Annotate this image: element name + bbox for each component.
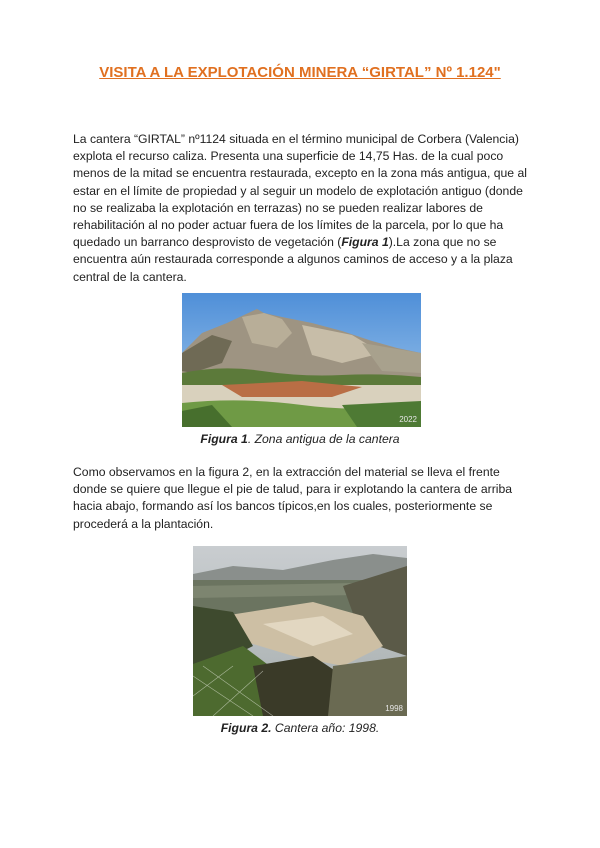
figure-1-caption-text: . Zona antigua de la cantera [247, 432, 400, 446]
intro-paragraph [73, 131, 533, 286]
figure-2-label: Figura 2. [220, 721, 272, 735]
quarry-1998-photo [193, 546, 407, 716]
photo-date-stamp: 1998 [385, 704, 403, 713]
photo-date-stamp: 2022 [399, 415, 417, 424]
extraction-paragraph: Como observamos en la figura 2, en la extracción del material se lleva el frente donde se quiere que llegue el pie de talud, para ir explotando la cantera de arriba hacia abajo, formando así los bancos típicos,en los cuales, posteriormente se procederá a la plantación. [73, 465, 513, 531]
intro-text-end: ).La zona que no se encuentra aún restaurada corresponde a algunos caminos de acceso y a la plaza central de la cantera. [73, 235, 513, 284]
figure-2-caption [0, 721, 600, 735]
page-title: VISITA A LA EXPLOTACIÓN MINERA “GIRTAL” Nº 1.124" [99, 64, 501, 81]
quarry-old-zone-photo [182, 293, 421, 427]
figure-1-label: Figura 1 [200, 432, 248, 446]
figure-2-caption-text: Cantera año: 1998. [271, 721, 380, 735]
figure-1-caption [0, 432, 600, 446]
intro-text-start: La cantera “GIRTAL” nº1124 situada en el término municipal de Corbera (Valencia) explota el recurso caliza. Presenta una superficie de 14,75 Has. de la cual poco menos de la mitad se encuentra restaurada, excepto en la zona más antigua, que al estar en el límite de propiedad y al seguir un modelo de explotación antiguo (donde no se realizaba la explotación en terrazas) no se pueden realizar labores de rehabilitación al no poder actuar fuera de los límites de la parcela, por lo que ha quedado un barranco desprovisto de vegetación ( [73, 132, 527, 250]
figure-1-reference: Figura 1 [341, 235, 389, 250]
